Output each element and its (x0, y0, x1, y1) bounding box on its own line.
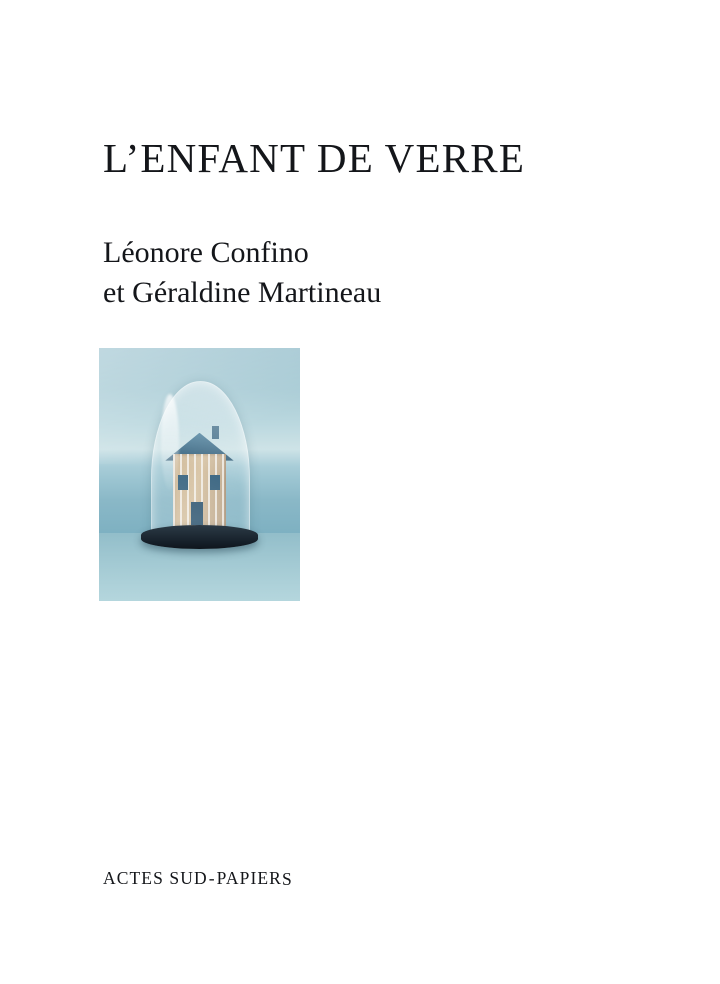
author-name-first: Léonore Confino (103, 236, 309, 269)
author-names (103, 233, 381, 313)
publisher-name-part1: ACTES SUD (103, 868, 208, 888)
publisher-name-swash: S (281, 869, 293, 889)
publisher-separator: - (208, 868, 216, 888)
publisher-logo (103, 868, 293, 889)
publisher-name-part2: PAPIER (216, 868, 282, 888)
author-name-second: et Géraldine Martineau (103, 276, 382, 310)
dome-base (141, 525, 258, 549)
cover-photograph (99, 348, 300, 601)
page-title: L’ENFANT DE VERRE (103, 135, 526, 181)
